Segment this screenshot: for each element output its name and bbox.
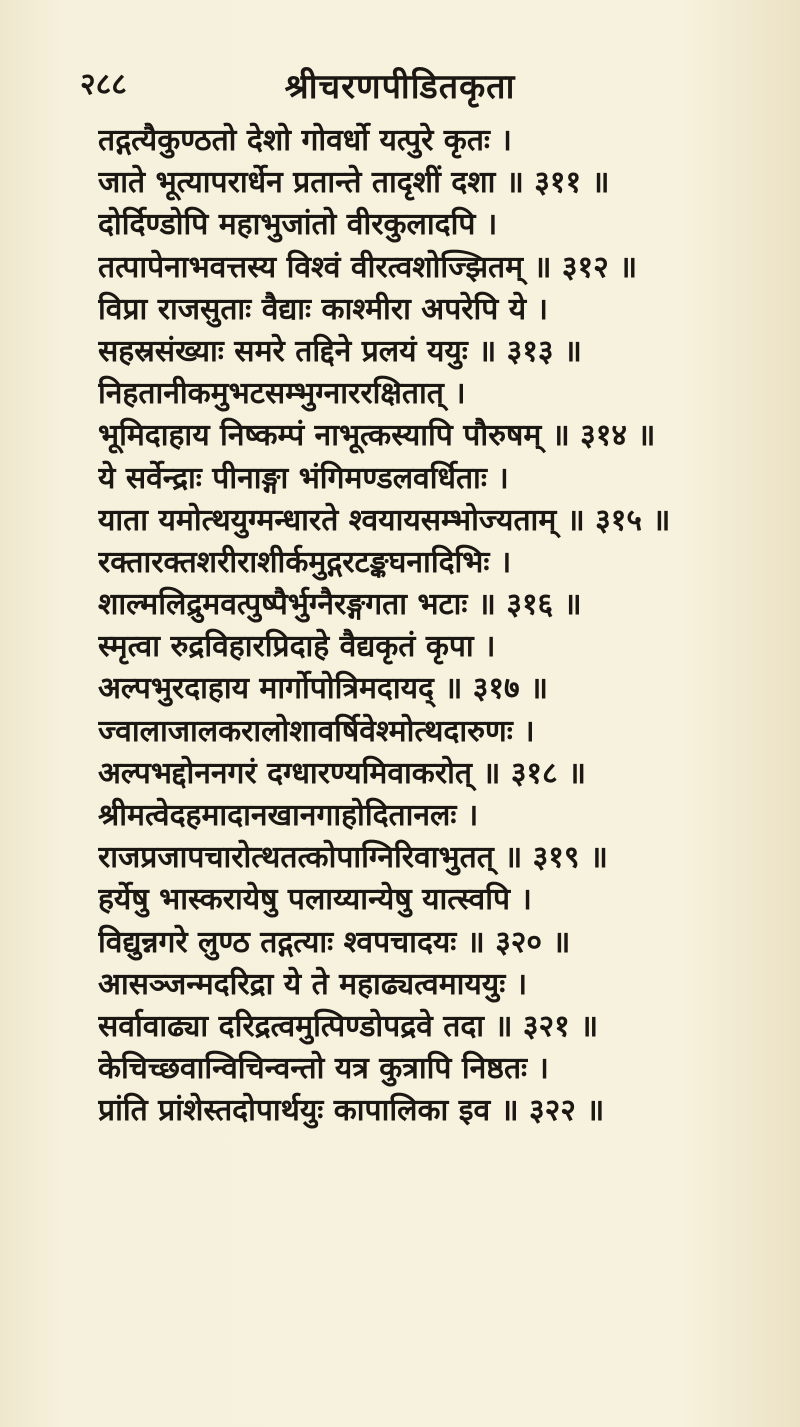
verse-line: दोर्दिण्डोपि महाभुजांतो वीरकुलादपि । [98,207,498,243]
verse-line: विप्रा राजसुताः वैद्याः काश्मीरा अपरेपि ये । [98,291,548,327]
verse-line: तद्गत्यैकुण्ठतो देशो गोवर्धो यत्पुरे कृतः । [98,123,512,158]
verse-line: सहस्रसंख्याः समरे तद्दिने प्रलयं ययुः ॥ ३१३ ॥ [98,333,582,369]
verse-line: स्मृत्वा रुद्रविहारप्रिदाहे वैद्यकृतं कृपा । [98,629,496,665]
page-number: २८८ [80,67,127,102]
verse-line: ये सर्वेन्द्राः पीनाङ्गा भंगिमण्डलवर्धिताः । [98,460,509,496]
verse-line: प्रांति प्रांशेस्तदोपार्थयुः कापालिका इव ॥ ३२२ ॥ [98,1093,605,1129]
page-header [0,62,800,112]
verse-line: सर्वावाढ्या दरिद्रत्वमुत्पिण्डोपद्रवे तदा ॥ ३२१ ॥ [98,1008,599,1044]
verse-line: निहतानीकमुभटसम्भुग्नाररक्षितात् । [98,376,466,412]
verse-line: हर्येषु भास्करायेषु पलाय्यान्येषु यात्स्वपि । [98,882,532,918]
verse-line: याता यमोत्थयुग्मन्धारते श्वयायसम्भोज्यताम् ॥ ३१५ ॥ [98,502,671,538]
verse-line: केचिच्छवान्विचिन्वन्तो यत्र कुत्रापि निष्ठतः । [98,1051,549,1087]
verse-line: ज्वालाजालकरालोशावर्षिवेश्मोत्थदारुणः । [98,713,535,749]
verse-line: अल्पभुरदाहाय मार्गोपोत्रिमदायद् ॥ ३१७ ॥ [98,671,548,707]
running-title: श्रीचरणपीडितकृता [284,67,516,107]
verse-line: शाल्मलिद्रुमवत्पुष्पैर्भुग्नैरङ्गगता भटाः ॥ ३१६ ॥ [98,587,582,623]
verse-line: आसञ्जन्मदरिद्रा ये ते महाढ्यत्वमाययुः । [98,966,528,1002]
verse-block [98,120,758,1133]
verse-line: जाते भूत्यापरार्धेन प्रतान्ते तादृशीं दशा ॥ ३११ ॥ [98,165,610,201]
verse-line: भूमिदाहाय निष्कम्पं नाभूत्कस्यापि पौरुषम् ॥ ३१४ ॥ [98,418,656,454]
verse-line: श्रीमत्वेदहमादानखानगाहोदितानलः । [98,798,479,833]
verse-line: अल्पभद्दोननगरं दग्धारण्यमिवाकरोत् ॥ ३१८ ॥ [98,755,587,791]
verse-line: रक्तारक्तशरीराशीर्कमुद्गरटङ्कघनादिभिः । [98,544,512,580]
verse-line: विद्युन्नगरे लुण्ठ तद्गत्याः श्वपचादयः ॥ ३२० ॥ [98,924,571,960]
verse-line: राजप्रजापचारोत्थतत्कोपाग्निरिवाभुतत् ॥ ३१९ ॥ [98,840,608,876]
verse-line: तत्पापेनाभवत्तस्य विश्वं वीरत्वशोज्झितम् ॥ ३१२ ॥ [98,249,638,285]
